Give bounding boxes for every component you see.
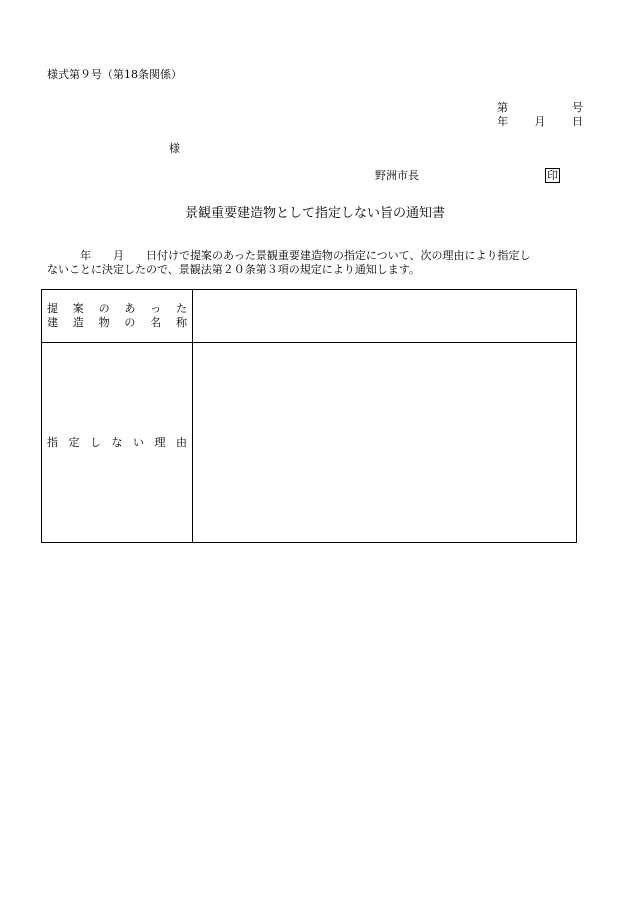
document-title: 景観重要建造物として指定しない旨の通知書: [184, 206, 445, 221]
notice-table: [41, 289, 577, 543]
building-label-line-1: [47, 302, 187, 316]
label-char: 提: [47, 302, 58, 315]
label-char: 称: [175, 316, 187, 329]
label-char: い: [133, 435, 144, 449]
date-month-label: 月: [534, 115, 546, 128]
label-char: あ: [124, 302, 136, 315]
label-char: 造: [72, 316, 84, 329]
label-char: の: [124, 316, 136, 329]
document-number-row: [497, 102, 583, 113]
building-label-line-2: [47, 316, 187, 330]
table-row: [42, 290, 577, 343]
reason-value-cell[interactable]: [193, 343, 577, 543]
label-char: 名: [150, 316, 162, 329]
label-char: っ: [150, 302, 162, 315]
issuer-name: 野洲市長: [375, 169, 419, 182]
date-day-label: 日: [572, 115, 583, 128]
table-row: [42, 343, 577, 543]
document-number-suffix: 号: [572, 101, 583, 114]
document-date-row: [497, 116, 583, 127]
label-char: 建: [47, 316, 58, 329]
addressee-honorific: 様: [169, 142, 180, 155]
date-year-label: 年: [497, 115, 508, 128]
reason-label: [47, 436, 187, 450]
label-char: 指: [47, 435, 58, 449]
label-char: 物: [98, 316, 110, 329]
building-name-value-cell[interactable]: [193, 290, 577, 343]
notice-body: [47, 249, 585, 277]
label-char: 理: [154, 435, 166, 449]
body-line-2: ないことに決定したので、景観法第２０条第３項の規定により通知します。: [47, 263, 420, 276]
label-char: な: [111, 435, 123, 449]
seal-mark: 印: [547, 169, 558, 182]
label-char: し: [90, 435, 101, 449]
reason-label-cell: [42, 343, 193, 543]
label-char: 由: [176, 435, 187, 449]
building-name-label-cell: [42, 290, 193, 343]
label-char: 案: [72, 302, 84, 315]
label-char: の: [98, 302, 110, 315]
label-char: 定: [68, 435, 80, 449]
label-char: た: [175, 302, 187, 315]
document-number-prefix: 第: [497, 101, 508, 114]
form-number: 様式第９号（第18条関係）: [47, 68, 182, 81]
body-line-1: 年 月 日付けで提案のあった景観重要建造物の指定について、次の理由により指定し: [47, 249, 531, 262]
